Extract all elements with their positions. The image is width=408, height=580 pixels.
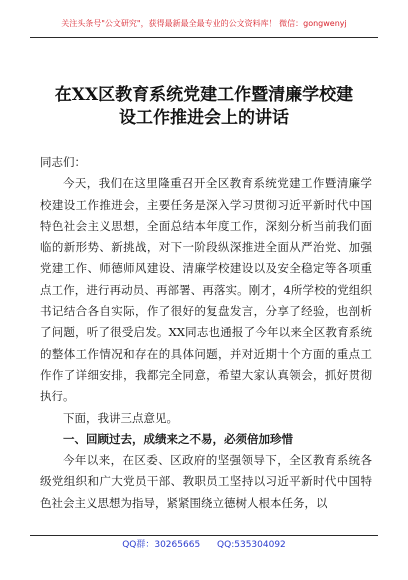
document-title	[36, 84, 372, 130]
footer-qq: QQ:535304092	[217, 540, 286, 550]
header-promo-text: 关注头条号"公文研究"，获得最新最全最专业的公文资料库！ 微信：gongwenyj	[61, 19, 347, 28]
footer-contact	[0, 537, 408, 550]
paragraph: 下面，我讲三点意见。	[63, 410, 178, 425]
paragraph: 今年以来，在区委、区政府的坚强领导下，全区教育系统各级党组织和广大党员干部、教职员工坚持以习近平新时代中国特色社会主义思想为指导，紧紧围绕立德树人根本任务，以	[40, 453, 372, 510]
section-heading: 一、回顾过去，成绩来之不易，必须倍加珍惜	[63, 431, 293, 446]
paragraph: 今天，我们在这里隆重召开全区教育系统党建工作暨清廉学校建设工作推进会，主要任务是深入学习贯彻习近平新时代中国特色社会主义思想，全面总结本年度工作，深刻分析当前我们面临的新形势、新挑战，对下一阶段纵深推进全面从严治党、加强党建工作、师德师风建设、清廉学校建设以及安全稳定等各项重点工作，进行再动员、再部署、再落实。刚才，4所学校的党组织书记结合各自实际，作了很好的复盘发言，分享了经验，也剖析了问题，听了很受启发。XX同志也通报了今年以来全区教育系统的整体工作情况和存在的具体问题，并对近期十个方面的重点工作作了详细安排，我都完全同意，希望大家认真领会，抓好贯彻执行。	[40, 176, 372, 404]
footer-qq-group: QQ群：30265665	[122, 540, 201, 550]
title-line-1: 在XX区教育系统党建工作暨清廉学校建	[54, 85, 354, 105]
footer-divider	[30, 535, 378, 536]
salutation: 同志们：	[40, 155, 86, 169]
document-body	[40, 152, 372, 514]
header-divider	[30, 37, 378, 38]
title-line-2: 设工作推进会上的讲话	[119, 108, 289, 128]
